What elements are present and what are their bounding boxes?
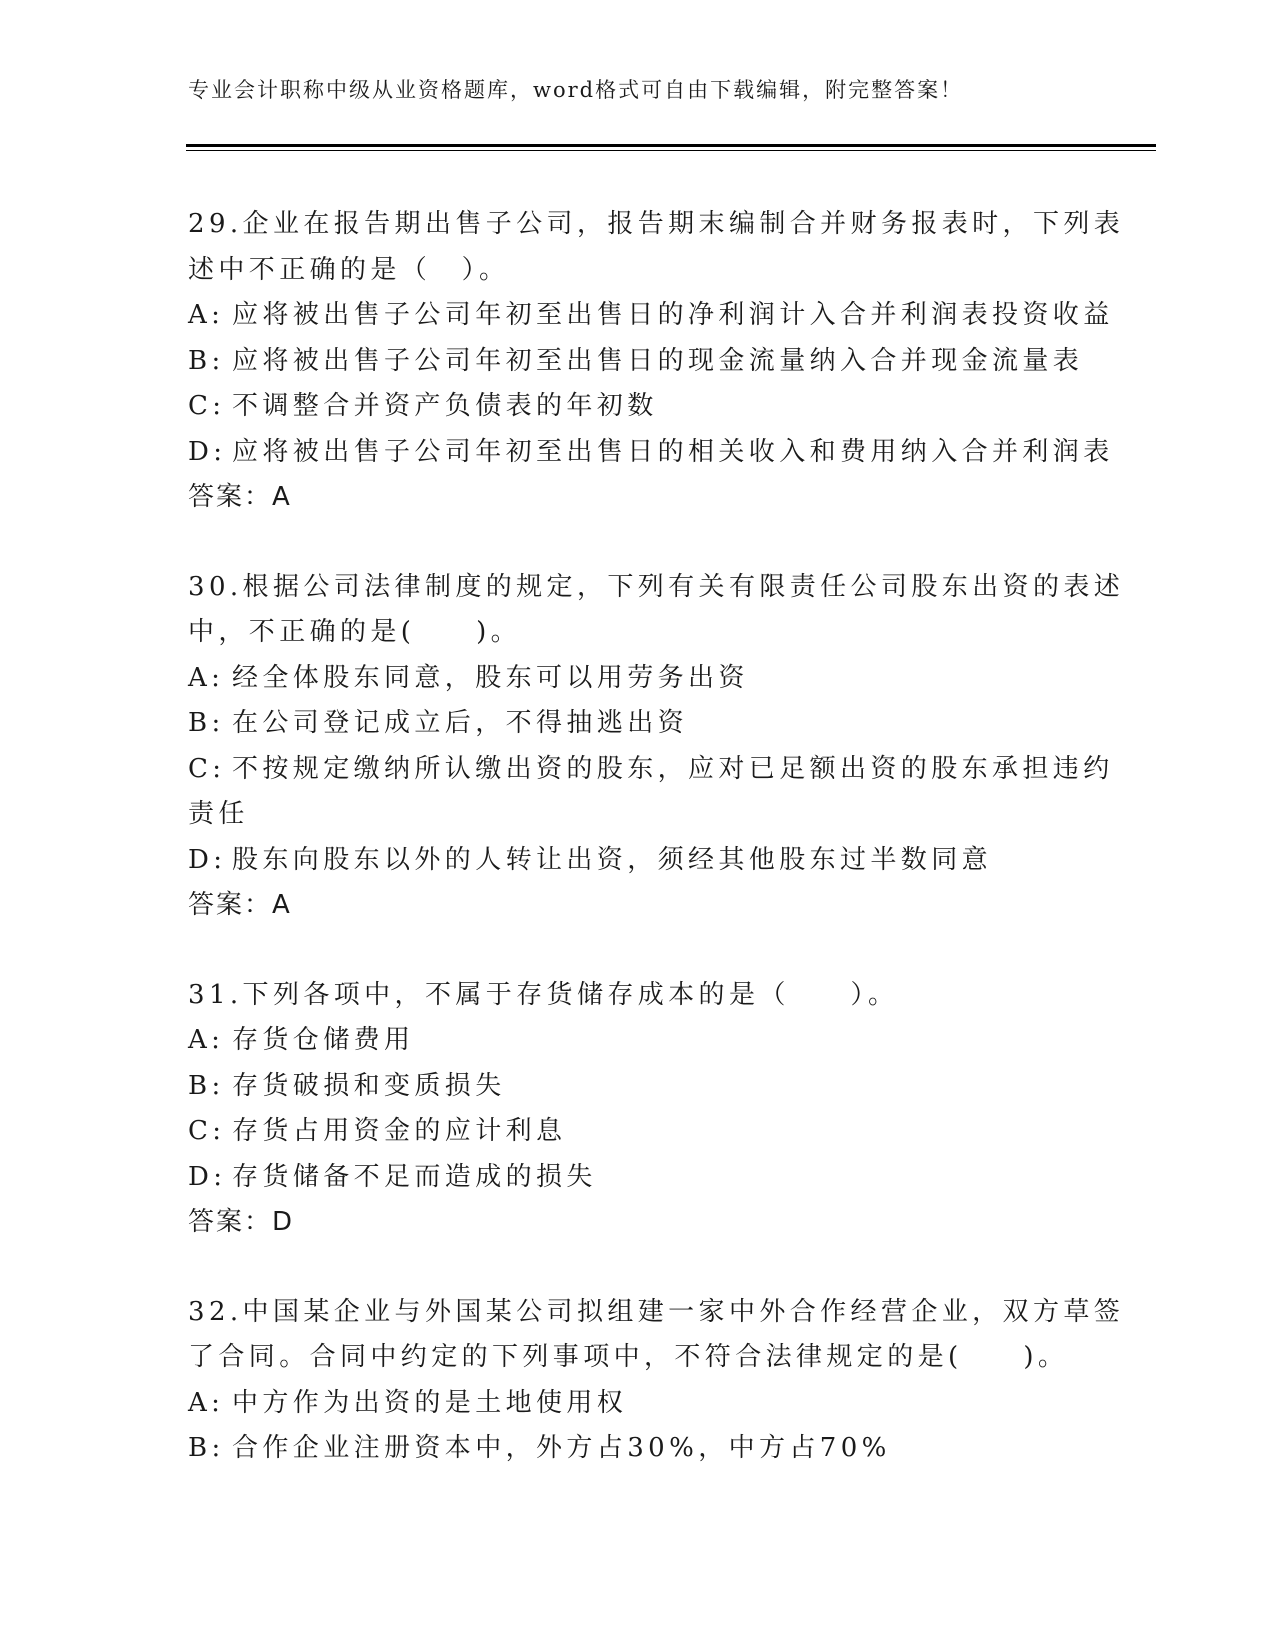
option-text: 在公司登记成立后，不得抽逃出资 [232,708,689,738]
question-stem: 中，不正确的是( )。 [188,617,522,647]
option-text: 应将被出售子公司年初至出售日的净利润计入合并利润表投资收益 [232,300,1114,330]
answer-option [188,838,1088,884]
option-text: 应将被出售子公司年初至出售日的现金流量纳入合并现金流量表 [232,345,1084,376]
option-label: D: [188,1161,227,1192]
option-text: 存货破损和变质损失 [232,1070,506,1101]
question-stem: 了合同。合同中约定的下列事项中，不符合法律规定的是( )。 [188,1342,1069,1372]
option-label: A: [188,300,225,330]
option-label: B: [188,708,225,738]
answer-option [188,656,1088,702]
option-text: 应将被出售子公司年初至出售日的相关收入和费用纳入合并利润表 [232,436,1114,467]
option-label: C: [188,391,226,421]
answer-key: 答案：D [188,1207,295,1237]
option-text: 不按规定缴纳所认缴出资的股东，应对已足额出资的股东承担违约 [232,753,1114,784]
header-rule-thin [186,150,1156,151]
option-text: 经全体股东同意，股东可以用劳务出资 [232,662,749,693]
answer-key: 答案：A [188,890,292,920]
question-stem: 述中不正确的是（ ）。 [188,254,510,285]
question-stem: 29.企业在报告期出售子公司，报告期末编制合并财务报表时，下列表 [188,209,1125,239]
answer-option [188,1381,1088,1427]
option-text: 责任 [188,799,249,829]
question-block [188,1290,1125,1472]
option-label: A: [188,1025,225,1055]
page-header: 专业会计职称中级从业资格题库，word格式可自由下载编辑，附完整答案！ [188,78,964,102]
option-text: 中方作为出资的是土地使用权 [232,1387,628,1418]
option-label: B: [188,1433,225,1463]
answer-option [188,1064,1088,1110]
question-block [188,202,1125,521]
option-text: 存货占用资金的应计利息 [232,1116,567,1146]
answer-key: 答案：A [188,482,292,512]
question-block [188,973,1088,1246]
question-stem: 32.中国某企业与外国某公司拟组建一家中外合作经营企业，双方草签 [188,1296,1125,1327]
option-text: 存货储备不足而造成的损失 [232,1161,597,1192]
option-text: 存货仓储费用 [232,1025,415,1055]
option-label: D: [188,436,227,467]
answer-option [188,747,1114,793]
option-label: A: [188,662,225,693]
answer-option [188,339,1088,385]
question-list [188,202,1125,1516]
option-text: 合作企业注册资本中，外方占30%，中方占70% [232,1433,891,1463]
answer-option [188,1109,1088,1155]
option-label: C: [188,1116,226,1146]
option-label: A: [188,1387,225,1418]
answer-option [188,430,1114,476]
question-block [188,565,1125,929]
answer-option [188,701,1088,747]
answer-option [188,1155,1088,1201]
answer-option [188,293,1114,339]
answer-option [188,1018,1088,1064]
option-text: 不调整合并资产负债表的年初数 [232,391,658,421]
option-label: D: [188,844,227,875]
option-text: 股东向股东以外的人转让出资，须经其他股东过半数同意 [232,844,993,875]
option-label: C: [188,753,226,784]
question-stem: 31.下列各项中，不属于存货储存成本的是（ ）。 [188,979,899,1010]
answer-option [188,1426,1088,1472]
header-rule [186,144,1156,147]
option-label: B: [188,1070,225,1101]
option-label: B: [188,345,225,376]
answer-option [188,384,1088,430]
question-stem: 30.根据公司法律制度的规定，下列有关有限责任公司股东出资的表述 [188,571,1125,602]
answer-option [188,792,1088,838]
